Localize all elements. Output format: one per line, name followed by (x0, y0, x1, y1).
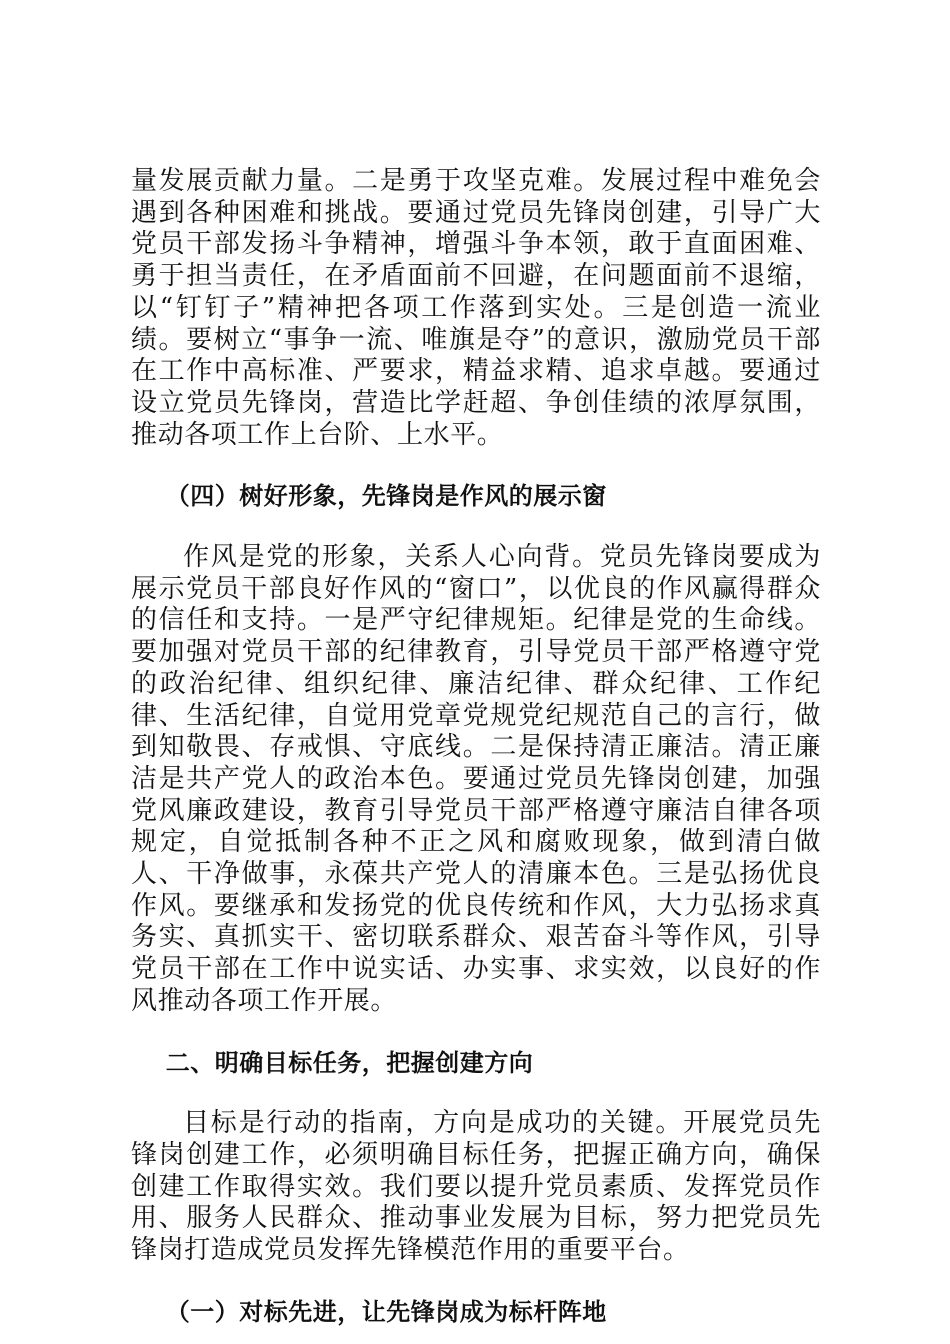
spacer (131, 1079, 821, 1108)
body-paragraph: 量发展贡献力量。二是勇于攻坚克难。发展过程中难免会遇到各种困难和挑战。要通过党员先锋岗创建，引导广大党员干部发扬斗争精神，增强斗争本领，敢于直面困难、勇于担当责任，在矛盾面前不回避，在问题面前不退缩，以“钉钉子”精神把各项工作落到实处。三是创造一流业绩。要树立“事争一流、唯旗是夺”的意识，激励党员干部在工作中高标准、严要求，精益求精、追求卓越。要通过设立党员先锋岗，营造比学赶超、争创佳绩的浓厚氛围，推动各项工作上台阶、上水平。 (131, 166, 821, 450)
body-paragraph: 作风是党的形象，关系人心向背。党员先锋岗要成为展示党员干部良好作风的“窗口”，以优良的作风赢得群众的信任和支持。一是严守纪律规矩。纪律是党的生命线。要加强对党员干部的纪律教育，引导党员干部严格遵守党的政治纪律、组织纪律、廉洁纪律、群众纪律、工作纪律、生活纪律，自觉用党章党规党纪规范自己的言行，做到知敬畏、存戒惧、守底线。二是保持清正廉洁。清正廉洁是共产党人的政治本色。要通过党员先锋岗创建，加强党风廉政建设，教育引导党员干部严格遵守廉洁自律各项规定，自觉抵制各种不正之风和腐败现象，做到清白做人、干净做事，永葆共产党人的清廉本色。三是弘扬优良作风。要继承和发扬党的优良传统和作风，大力弘扬求真务实、真抓实干、密切联系群众、艰苦奋斗等作风，引导党员干部在工作中说实话、办实事、求实效，以良好的作风推动各项工作开展。 (131, 542, 821, 1016)
body-paragraph: 目标是行动的指南，方向是成功的关键。开展党员先锋岗创建工作，必须明确目标任务，把握正确方向，确保创建工作取得实效。我们要以提升党员素质、发挥党员作用、服务人民群众、推动事业发展为目标，努力把党员先锋岗打造成党员发挥先锋模范作用的重要平台。 (131, 1108, 821, 1266)
spacer (131, 1267, 821, 1297)
section-heading: （一）对标先进，让先锋岗成为标杆阵地 (165, 1297, 607, 1326)
document-body (131, 166, 821, 1329)
section-heading: （四）树好形象，先锋岗是作风的展示窗 (165, 482, 607, 511)
spacer (131, 451, 821, 481)
section-heading: 二、明确目标任务，把握创建方向 (165, 1048, 534, 1077)
spacer (131, 513, 821, 542)
spacer (131, 1018, 821, 1048)
